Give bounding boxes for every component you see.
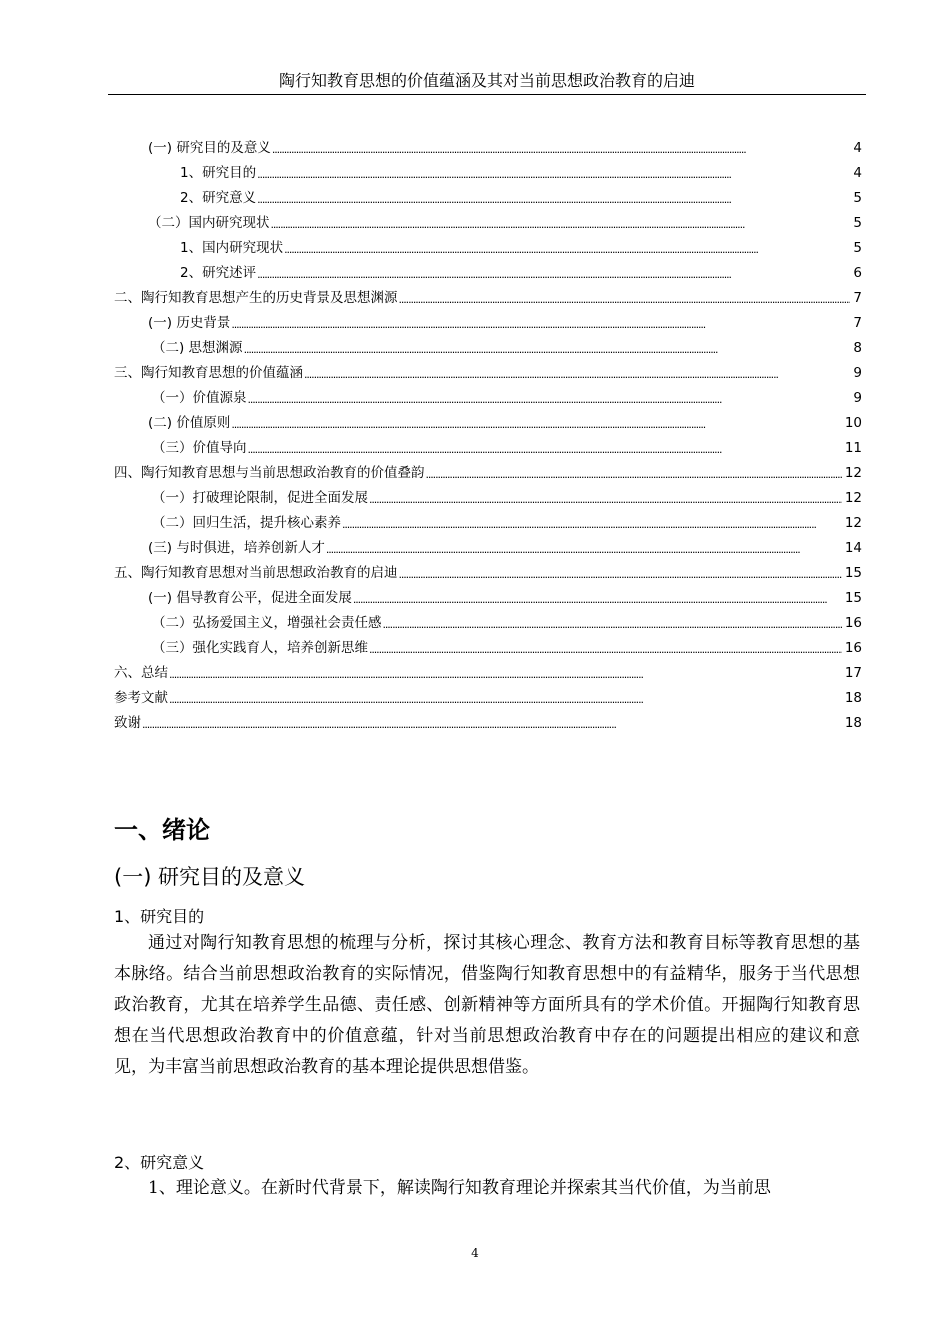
toc-entry-page: 5 [853, 240, 862, 256]
toc-entry-label: (三) 与时俱进，培养创新人才 [148, 540, 325, 556]
toc-entry-label: 1、研究目的 [180, 165, 257, 181]
toc-entry-label: 参考文献 [114, 690, 168, 706]
toc-entry[interactable] [114, 463, 862, 483]
subsection-heading-purpose: 1、研究目的 [114, 907, 205, 926]
toc-entry-label: （一）打破理论限制，促进全面发展 [152, 490, 368, 506]
toc-entry-page: 18 [844, 715, 862, 731]
toc-leader [399, 288, 851, 308]
toc-entry[interactable] [148, 138, 862, 158]
toc-entry-label: 六、总结 [114, 665, 168, 681]
page-number: 4 [471, 1246, 479, 1260]
toc-entry[interactable] [180, 163, 862, 183]
toc-entry[interactable] [148, 413, 862, 433]
toc-entry[interactable] [114, 563, 862, 583]
toc-entry-label: 三、陶行知教育思想的价值蕴涵 [114, 365, 303, 381]
toc-leader [257, 263, 850, 283]
toc-entry-label: （二) 思想渊源 [152, 340, 243, 356]
toc-entry-page: 12 [844, 465, 862, 481]
toc-entry[interactable] [152, 388, 862, 408]
section-heading: (一) 研究目的及意义 [114, 865, 306, 889]
toc-entry[interactable] [152, 638, 862, 658]
toc-entry-page: 7 [853, 290, 862, 306]
toc-entry[interactable] [180, 238, 862, 258]
toc-entry[interactable] [148, 538, 862, 558]
toc-entry[interactable] [152, 338, 862, 358]
toc-leader [231, 413, 841, 433]
toc-entry-label: 致谢 [114, 715, 141, 731]
toc-entry-page: 9 [853, 365, 862, 381]
toc-entry-label: (一) 倡导教育公平，促进全面发展 [148, 590, 352, 606]
toc-entry-page: 18 [844, 690, 862, 706]
toc-entry-page: 14 [844, 540, 862, 556]
toc-entry-page: 6 [853, 265, 862, 281]
toc-entry-page: 16 [844, 615, 862, 631]
toc-leader [271, 213, 851, 233]
toc-entry-page: 8 [853, 340, 862, 356]
toc-leader [284, 238, 850, 258]
toc-entry-page: 12 [844, 490, 862, 506]
toc-entry[interactable] [152, 513, 862, 533]
toc-entry[interactable] [180, 188, 862, 208]
toc-entry-label: 五、陶行知教育思想对当前思想政治教育的启迪 [114, 565, 398, 581]
toc-entry-label: 二、陶行知教育思想产生的历史背景及思想渊源 [114, 290, 398, 306]
toc-leader [169, 688, 842, 708]
toc-entry-label: 2、研究述评 [180, 265, 257, 281]
toc-entry-label: 2、研究意义 [180, 190, 257, 206]
toc-entry-label: （一）价值源泉 [152, 390, 247, 406]
toc-entry[interactable] [152, 438, 862, 458]
toc-entry[interactable] [152, 613, 862, 633]
toc-leader [244, 338, 851, 358]
toc-entry-page: 17 [844, 665, 862, 681]
toc-leader [369, 488, 842, 508]
toc-entry-page: 9 [853, 390, 862, 406]
toc-leader [304, 363, 850, 383]
toc-leader [369, 638, 842, 658]
toc-entry[interactable] [148, 213, 862, 233]
toc-leader [257, 163, 850, 183]
toc-leader [257, 188, 850, 208]
toc-entry-label: (一) 历史背景 [148, 315, 231, 331]
toc-entry[interactable] [114, 363, 862, 383]
toc-entry-label: （二）弘扬爱国主义，增强社会责任感 [152, 615, 382, 631]
toc-entry-page: 16 [844, 640, 862, 656]
toc-entry[interactable] [114, 288, 862, 308]
toc-entry-page: 5 [853, 190, 862, 206]
toc-entry-page: 7 [853, 315, 862, 331]
toc-entry[interactable] [152, 488, 862, 508]
toc-entry-label: （二）回归生活，提升核心素养 [152, 515, 341, 531]
toc-entry-label: （三）价值导向 [152, 440, 247, 456]
chapter-heading: 一、绪论 [114, 816, 210, 844]
toc-entry-page: 4 [853, 165, 862, 181]
toc-leader [248, 438, 842, 458]
toc-leader [326, 538, 842, 558]
toc-leader [169, 663, 842, 683]
toc-entry-page: 15 [844, 565, 862, 581]
toc-leader [426, 463, 842, 483]
toc-entry-page: 10 [844, 415, 862, 431]
toc-entry[interactable] [148, 588, 862, 608]
toc-entry[interactable] [114, 713, 862, 733]
toc-entry-label: 四、陶行知教育思想与当前思想政治教育的价值叠韵 [114, 465, 425, 481]
toc-entry-page: 5 [853, 215, 862, 231]
toc-entry-label: （三）强化实践育人，培养创新思维 [152, 640, 368, 656]
toc-entry-page: 11 [844, 440, 862, 456]
toc-leader [383, 613, 842, 633]
paragraph-purpose: 通过对陶行知教育思想的梳理与分析，探讨其核心理念、教育方法和教育目标等教育思想的基本脉络。结合当前思想政治教育的实际情况，借鉴陶行知教育思想中的有益精华，服务于当代思想政治教育，尤其在培养学生品德、责任感、创新精神等方面所具有的学术价值。开掘陶行知教育思想在当代思想政治教育中的价值意蕴，针对当前思想政治教育中存在的问题提出相应的建议和意见，为丰富当前思想政治教育的基本理论提供思想借鉴。 [114, 933, 860, 1077]
toc-entry-page: 15 [844, 590, 862, 606]
toc-entry-label: 1、国内研究现状 [180, 240, 284, 256]
toc-entry[interactable] [180, 263, 862, 283]
toc-leader [272, 138, 851, 158]
paragraph-significance: 1、理论意义。在新时代背景下，解读陶行知教育理论并探索其当代价值，为当前思 [148, 1178, 771, 1198]
subsection-heading-significance: 2、研究意义 [114, 1153, 205, 1172]
page-header: 陶行知教育思想的价值蕴涵及其对当前思想政治教育的启迪 [108, 70, 866, 95]
toc-entry-label: (一) 研究目的及意义 [148, 140, 271, 156]
toc-entry[interactable] [148, 313, 862, 333]
toc-entry-label: （二）国内研究现状 [148, 215, 270, 231]
toc-leader [248, 388, 851, 408]
toc-leader [142, 713, 842, 733]
toc-entry[interactable] [114, 688, 862, 708]
toc-entry-label: (二) 价值原则 [148, 415, 231, 431]
toc-entry-page: 4 [853, 140, 862, 156]
toc-entry[interactable] [114, 663, 862, 683]
toc-entry-page: 12 [844, 515, 862, 531]
toc-leader [399, 563, 842, 583]
toc-leader [231, 313, 850, 333]
toc-leader [342, 513, 842, 533]
toc-leader [353, 588, 842, 608]
